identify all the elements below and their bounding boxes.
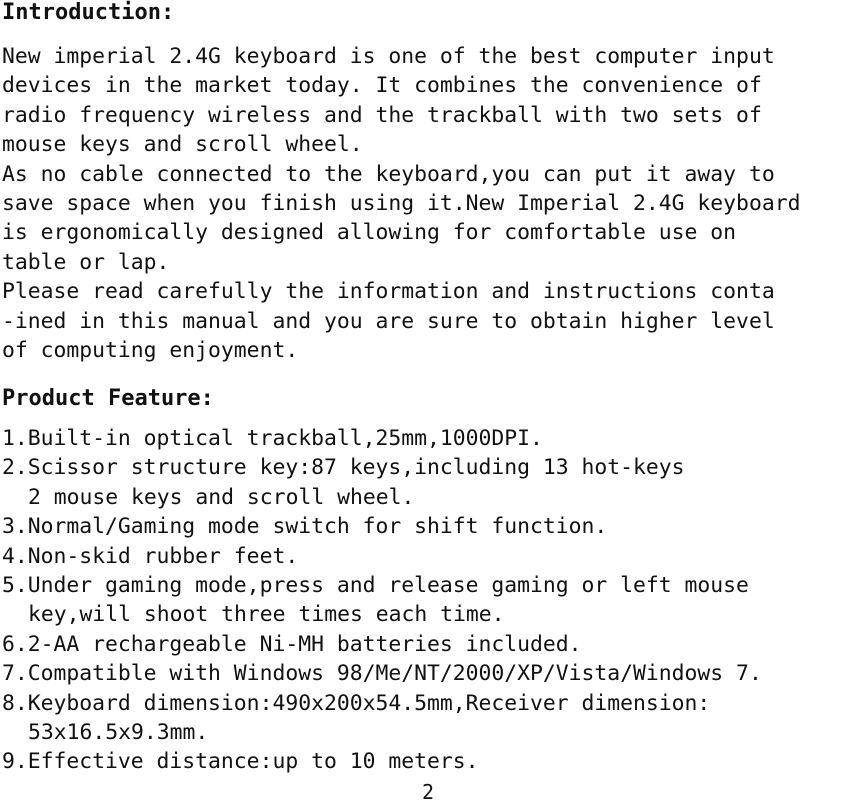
intro-line: of computing enjoyment. <box>2 338 299 364</box>
feature-item <box>2 630 856 659</box>
intro-line: radio frequency wireless and the trackball with two sets of <box>2 102 762 128</box>
feature-item <box>2 453 856 512</box>
intro-line: devices in the market today. It combines the convenience of <box>2 73 762 99</box>
feature-line: 1.Built-in optical trackball,25mm,1000DPI. <box>2 426 543 451</box>
intro-line: mouse keys and scroll wheel. <box>2 132 363 158</box>
intro-line: save space when you finish using it.New Imperial 2.4G keyboard <box>2 191 801 217</box>
intro-line: table or lap. <box>2 249 170 275</box>
intro-line: is ergonomically designed allowing for comfortable use on <box>2 220 737 246</box>
feature-line-continued: key,will shoot three times each time. <box>28 602 505 628</box>
feature-line-continued: 53x16.5x9.3mm. <box>28 720 209 746</box>
product-feature-heading: Product Feature: <box>2 386 214 411</box>
feature-line-continued: 2 mouse keys and scroll wheel. <box>28 484 415 510</box>
feature-line: 4.Non-skid rubber feet. <box>2 543 299 569</box>
intro-line: Please read carefully the information and instructions conta <box>2 279 775 305</box>
feature-item <box>2 689 856 748</box>
feature-line: 6.2-AA rechargeable Ni-MH batteries included. <box>2 631 582 657</box>
feature-item <box>2 747 856 776</box>
feature-item <box>2 659 856 688</box>
feature-line: 7.Compatible with Windows 98/Me/NT/2000/XP/Vista/Windows 7. <box>2 661 762 687</box>
feature-item <box>2 512 856 541</box>
intro-line: -ined in this manual and you are sure to obtain higher level <box>2 308 775 334</box>
page-number: 2 <box>421 780 435 804</box>
feature-list <box>2 424 856 777</box>
introduction-paragraph <box>2 42 856 365</box>
feature-item <box>2 424 856 453</box>
feature-line: 8.Keyboard dimension:490x200x54.5mm,Receiver dimension: <box>2 690 711 716</box>
feature-item <box>2 542 856 571</box>
introduction-heading: Introduction: <box>2 0 175 25</box>
feature-item <box>2 571 856 630</box>
feature-line: 5.Under gaming mode,press and release gaming or left mouse <box>2 573 749 599</box>
intro-line: New imperial 2.4G keyboard is one of the best computer input <box>2 44 775 69</box>
feature-line: 2.Scissor structure key:87 keys,including 13 hot-keys <box>2 455 685 481</box>
intro-line: As no cable connected to the keyboard,you can put it away to <box>2 161 775 187</box>
feature-line: 9.Effective distance:up to 10 meters. <box>2 749 479 775</box>
feature-line: 3.Normal/Gaming mode switch for shift function. <box>2 514 608 540</box>
